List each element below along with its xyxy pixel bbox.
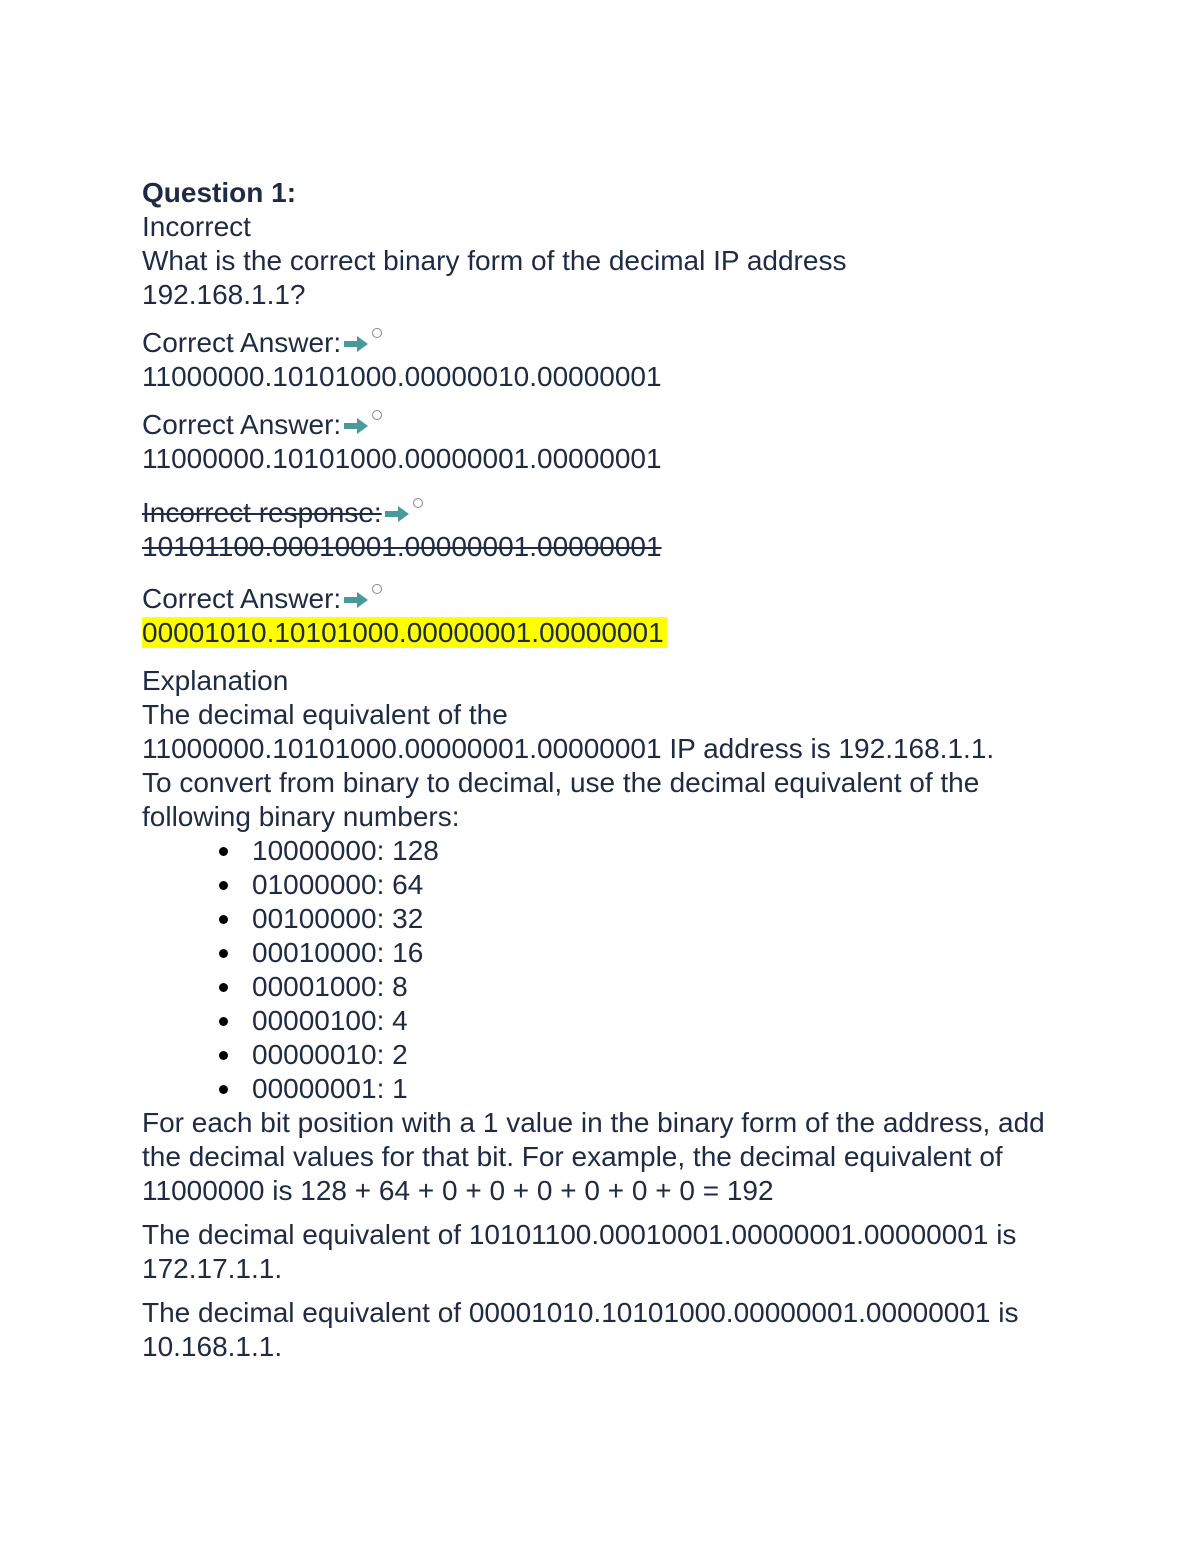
list-item: 10000000: 128 [252, 834, 1062, 868]
answer-value-highlighted: 00001010.10101000.00000001.00000001 [142, 617, 667, 648]
bullet-icon [219, 1017, 228, 1026]
answer-value: 10101100.00010001.00000001.00000001 [142, 531, 662, 562]
question-prompt: What is the correct binary form of the decimal IP address 192.168.1.1? [142, 245, 847, 310]
radio-circle-icon[interactable] [372, 584, 382, 594]
arrow-right-icon [343, 416, 369, 436]
question-block [142, 176, 1062, 1364]
binary-values-list [142, 834, 1062, 1106]
explanation [142, 664, 1062, 1364]
explanation-text: The decimal equivalent of the [142, 699, 508, 730]
radio-circle-icon[interactable] [372, 328, 382, 338]
radio-circle-icon[interactable] [413, 498, 423, 508]
bullet-icon [219, 1051, 228, 1060]
arrow-right-icon [384, 504, 410, 524]
answer-option-incorrect [142, 496, 1062, 564]
answer-value: 11000000.10101000.00000001.00000001 [142, 443, 662, 474]
list-item: 00001000: 8 [252, 970, 1062, 1004]
list-item: 00000100: 4 [252, 1004, 1062, 1038]
explanation-text: The decimal equivalent of 00001010.10101000.00000001.00000001 is 10.168.1.1. [142, 1297, 1019, 1362]
answer-option [142, 408, 1062, 476]
explanation-text: For each bit position with a 1 value in the binary form of the address, add the decimal values for that bit. For example, the decimal equivalent of 11000000 is 128 + 64 + 0 + 0 + 0 + 0 + 0 + 0 = 192 [142, 1107, 1045, 1206]
bullet-icon [219, 881, 228, 890]
list-item: 01000000: 64 [252, 868, 1062, 902]
answer-option-selected [142, 582, 1062, 650]
arrow-right-icon [343, 334, 369, 354]
explanation-text: To convert from binary to decimal, use the decimal equivalent of the following binary numbers: [142, 767, 980, 832]
bullet-icon [219, 1085, 228, 1094]
answer-label: Correct Answer: [142, 327, 342, 358]
bullet-icon [219, 847, 228, 856]
list-item: 00000001: 1 [252, 1072, 1062, 1106]
radio-circle-icon[interactable] [372, 410, 382, 420]
explanation-text: 11000000.10101000.00000001.00000001 IP address is 192.168.1.1. [142, 733, 995, 764]
list-item: 00100000: 32 [252, 902, 1062, 936]
explanation-text: The decimal equivalent of 10101100.00010001.00000001.00000001 is 172.17.1.1. [142, 1219, 1017, 1284]
answer-label: Correct Answer: [142, 583, 342, 614]
bullet-icon [219, 983, 228, 992]
answer-value: 11000000.10101000.00000010.00000001 [142, 361, 662, 392]
explanation-heading: Explanation [142, 665, 289, 696]
bullet-icon [219, 915, 228, 924]
answer-label: Incorrect response: [142, 497, 382, 528]
question-status: Incorrect [142, 211, 251, 242]
answer-label: Correct Answer: [142, 409, 342, 440]
bullet-icon [219, 949, 228, 958]
list-item: 00010000: 16 [252, 936, 1062, 970]
list-item: 00000010: 2 [252, 1038, 1062, 1072]
arrow-right-icon [343, 590, 369, 610]
answer-option [142, 326, 1062, 394]
question-title: Question 1: [142, 177, 297, 208]
